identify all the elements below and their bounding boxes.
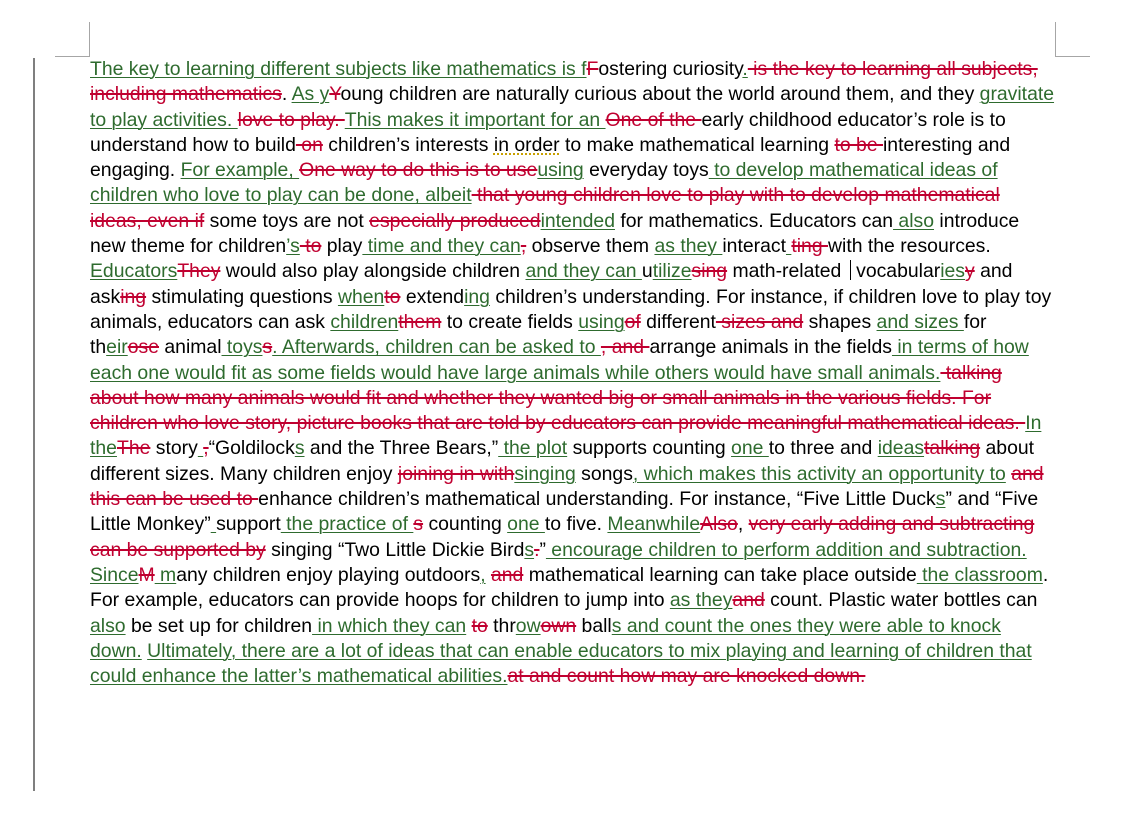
- deleted-text: sizes and: [715, 310, 804, 333]
- inserted-text: .: [742, 58, 748, 80]
- body-text: support: [216, 513, 281, 536]
- inserted-text: s and count the ones they were able to knock down.: [90, 614, 1001, 662]
- body-text: for th: [90, 310, 987, 359]
- deleted-text: s: [262, 336, 273, 359]
- body-text: ball: [576, 614, 612, 637]
- deleted-text: especially produced: [369, 209, 541, 232]
- deleted-text: talking: [924, 437, 981, 460]
- inserted-text: and they can: [525, 260, 642, 283]
- inserted-text: The key to learning different subjects like mathematics is f: [90, 58, 587, 80]
- inserted-text: . Afterwards, children can be asked to: [272, 336, 601, 359]
- deleted-text: very early adding and subtracting can be supported by: [90, 513, 1035, 561]
- deleted-text: F: [586, 58, 599, 80]
- deleted-text: them: [398, 310, 442, 333]
- body-text: songs: [575, 462, 633, 485]
- body-text: would also play alongside children: [220, 260, 526, 283]
- body-text: children’s understanding. For instance, if children love to play toy animals, educators can ask: [90, 285, 1052, 333]
- deleted-text: ,: [203, 437, 209, 460]
- body-text: u: [641, 260, 653, 283]
- body-text: interact: [722, 235, 786, 258]
- body-text: about different sizes. Many children enjoy: [90, 437, 1035, 485]
- inserted-text: gravitate to play activities.: [90, 83, 1055, 131]
- body-text: ostering curiosity: [598, 58, 743, 80]
- deleted-text: and: [732, 589, 765, 612]
- inserted-text: intended: [540, 209, 615, 232]
- inserted-text: ’s: [286, 235, 300, 258]
- body-text: supports counting: [567, 437, 732, 460]
- inserted-text: one: [507, 513, 545, 536]
- deleted-text: sing: [691, 260, 728, 283]
- deleted-text: .: [534, 538, 540, 561]
- inserted-text: and sizes: [876, 310, 964, 333]
- inserted-text: as they: [654, 235, 723, 258]
- inserted-text: As y: [291, 83, 330, 106]
- body-text: shapes: [803, 310, 877, 333]
- deleted-text: own: [540, 614, 577, 637]
- deleted-text: and: [490, 563, 524, 586]
- deleted-text: and this can be used to: [90, 462, 1044, 511]
- body-text: to three and: [768, 437, 878, 460]
- body-text: and ask: [90, 260, 1013, 308]
- inserted-text: when: [337, 285, 385, 308]
- deleted-text: M: [138, 563, 155, 586]
- inserted-text: s: [935, 488, 946, 511]
- body-text: and the Three Bears,”: [304, 437, 499, 460]
- body-text: ”: [539, 538, 546, 561]
- deleted-text: talking about how many animals would fit and whether they wanted big or small animals in the various fields. For children who love story, picture books that are told by educators can provide meaningful mathematical ideas.: [90, 361, 1026, 435]
- inserted-text: singing: [514, 462, 576, 485]
- inserted-text: also: [90, 614, 126, 637]
- inserted-text: also: [893, 209, 935, 232]
- body-text: math-related: [727, 260, 847, 283]
- body-text: interesting and engaging.: [90, 133, 1011, 182]
- body-text: play: [321, 235, 363, 258]
- crop-mark-top-right-vertical: [1055, 22, 1056, 57]
- inserted-text: Ultimately, there are a lot of ideas that can enable educators to mix playing and learning of children that could enhance the latter’s mathematical abilities.: [90, 639, 1032, 688]
- body-text: vocabular: [850, 260, 941, 283]
- body-text: some toys are not: [204, 209, 370, 232]
- deleted-text: s: [413, 513, 424, 536]
- body-text: to make mathematical learning: [559, 133, 835, 156]
- body-text: animal: [159, 336, 222, 359]
- body-text: observe them: [526, 235, 655, 258]
- body-text: “Goldilock: [208, 437, 295, 460]
- deleted-text: One way to do this is to use: [299, 159, 538, 182]
- deleted-text: Also: [700, 513, 738, 536]
- body-text: any children enjoy playing outdoors: [176, 563, 481, 586]
- inserted-text: s: [294, 437, 305, 460]
- body-text: enhance children’s mathematical understanding. For instance, “Five Little Duck: [258, 488, 936, 511]
- crop-mark-top-left-horizontal: [55, 56, 90, 57]
- body-text: for mathematics. Educators can: [614, 209, 894, 232]
- change-bar: [33, 58, 35, 791]
- inserted-text: This makes it important for an: [344, 108, 606, 131]
- inserted-text: ing: [464, 285, 490, 308]
- inserted-text: using: [537, 159, 584, 182]
- body-text: count. Plastic water bottles can: [764, 589, 1038, 612]
- deleted-text: ose: [127, 336, 159, 359]
- deleted-text: of: [624, 310, 641, 333]
- deleted-text: Y: [329, 83, 341, 106]
- inserted-text: For example,: [180, 159, 300, 182]
- inserted-text: the practice of: [280, 513, 414, 536]
- deleted-text: ing: [120, 285, 147, 308]
- inserted-text: In the: [90, 412, 1042, 460]
- body-text: ,: [737, 513, 749, 536]
- deleted-text: at and count how may are knocked down.: [507, 665, 866, 688]
- body-text: to create fields: [441, 310, 579, 333]
- inserted-text: to develop mathematical ideas of children who love to play can be done, albeit: [90, 159, 998, 207]
- body-text: counting: [423, 513, 508, 536]
- inserted-text: using: [578, 310, 625, 333]
- inserted-text: the classroom: [916, 563, 1043, 586]
- body-text: thr: [487, 614, 516, 637]
- inserted-text: tilize: [652, 260, 692, 283]
- crop-mark-top-right-horizontal: [1055, 56, 1090, 57]
- inserted-text: toys: [221, 336, 263, 359]
- flagged-text: in order: [493, 133, 560, 156]
- body-text: different: [640, 310, 716, 333]
- deleted-text: ,: [520, 235, 527, 258]
- body-text: early childhood educator’s role is to understand how to build: [90, 108, 1006, 156]
- inserted-text: Educators: [90, 260, 178, 283]
- inserted-text: Meanwhile: [607, 513, 701, 536]
- body-text: .: [281, 83, 292, 106]
- crop-mark-top-left-vertical: [89, 22, 90, 57]
- deleted-text: is the key to learning all subjects, including mathematics: [90, 58, 1038, 106]
- inserted-text: in which they can: [312, 614, 467, 637]
- body-text: extend: [400, 285, 465, 308]
- body-text: everyday toys: [583, 159, 709, 182]
- body-text: arrange animals in the fields: [649, 336, 892, 359]
- inserted-text: one: [731, 437, 769, 460]
- body-text: stimulating questions: [146, 285, 338, 308]
- inserted-text: time and they can: [362, 235, 521, 258]
- inserted-text: ow: [515, 614, 541, 637]
- inserted-text: ideas: [877, 437, 925, 460]
- deleted-text: joining in with: [397, 462, 515, 485]
- deleted-text: to: [384, 285, 401, 308]
- body-text: story: [150, 437, 198, 460]
- deleted-text: y: [965, 260, 975, 283]
- deleted-text: to: [471, 614, 488, 637]
- body-text: with the resources.: [828, 235, 991, 258]
- deleted-text: The: [116, 437, 151, 460]
- body-text: . For example, educators can provide hoops for children to jump into: [90, 563, 1049, 612]
- deleted-text: They: [177, 260, 221, 283]
- inserted-text: m: [154, 563, 177, 586]
- body-text: to five.: [544, 513, 608, 536]
- inserted-text: ies: [940, 260, 965, 283]
- body-text: singing “Two Little Dickie Bird: [265, 538, 525, 561]
- inserted-text: the plot: [498, 437, 568, 460]
- inserted-text: ,: [480, 563, 486, 586]
- deleted-text: to be: [834, 133, 883, 156]
- document-body[interactable]: [90, 57, 1055, 689]
- body-text: introduce new theme for children: [90, 209, 1020, 258]
- deleted-text: to: [299, 235, 322, 258]
- inserted-text: encourage children to perform addition and subtraction.: [545, 538, 1027, 561]
- body-text: mathematical learning can take place outside: [523, 563, 917, 586]
- deleted-text: One of the: [605, 108, 702, 131]
- body-text: children’s interests: [322, 133, 494, 156]
- body-text: be set up for children: [125, 614, 313, 637]
- deleted-text: , and: [600, 336, 650, 359]
- inserted-text: , which makes this activity an opportunity to: [632, 462, 1006, 485]
- deleted-text: on: [295, 133, 323, 156]
- deleted-text: that young children love to play with to develop mathematical ideas, even if: [90, 184, 1000, 232]
- inserted-text: as they: [669, 589, 733, 612]
- inserted-text: Since: [90, 563, 139, 586]
- body-text: oung children are naturally curious about the world around them, and they: [340, 83, 980, 106]
- deleted-text: ting: [791, 235, 829, 258]
- inserted-text: eir: [106, 336, 128, 359]
- inserted-text: s: [524, 538, 535, 561]
- body-text: ” and “Five Little Monkey”: [90, 488, 1039, 536]
- inserted-text: children: [330, 310, 399, 333]
- deleted-text: love to play.: [237, 108, 345, 131]
- inserted-text: in terms of how each one would fit as some fields would have large animals while others would have small animals.: [90, 336, 1029, 384]
